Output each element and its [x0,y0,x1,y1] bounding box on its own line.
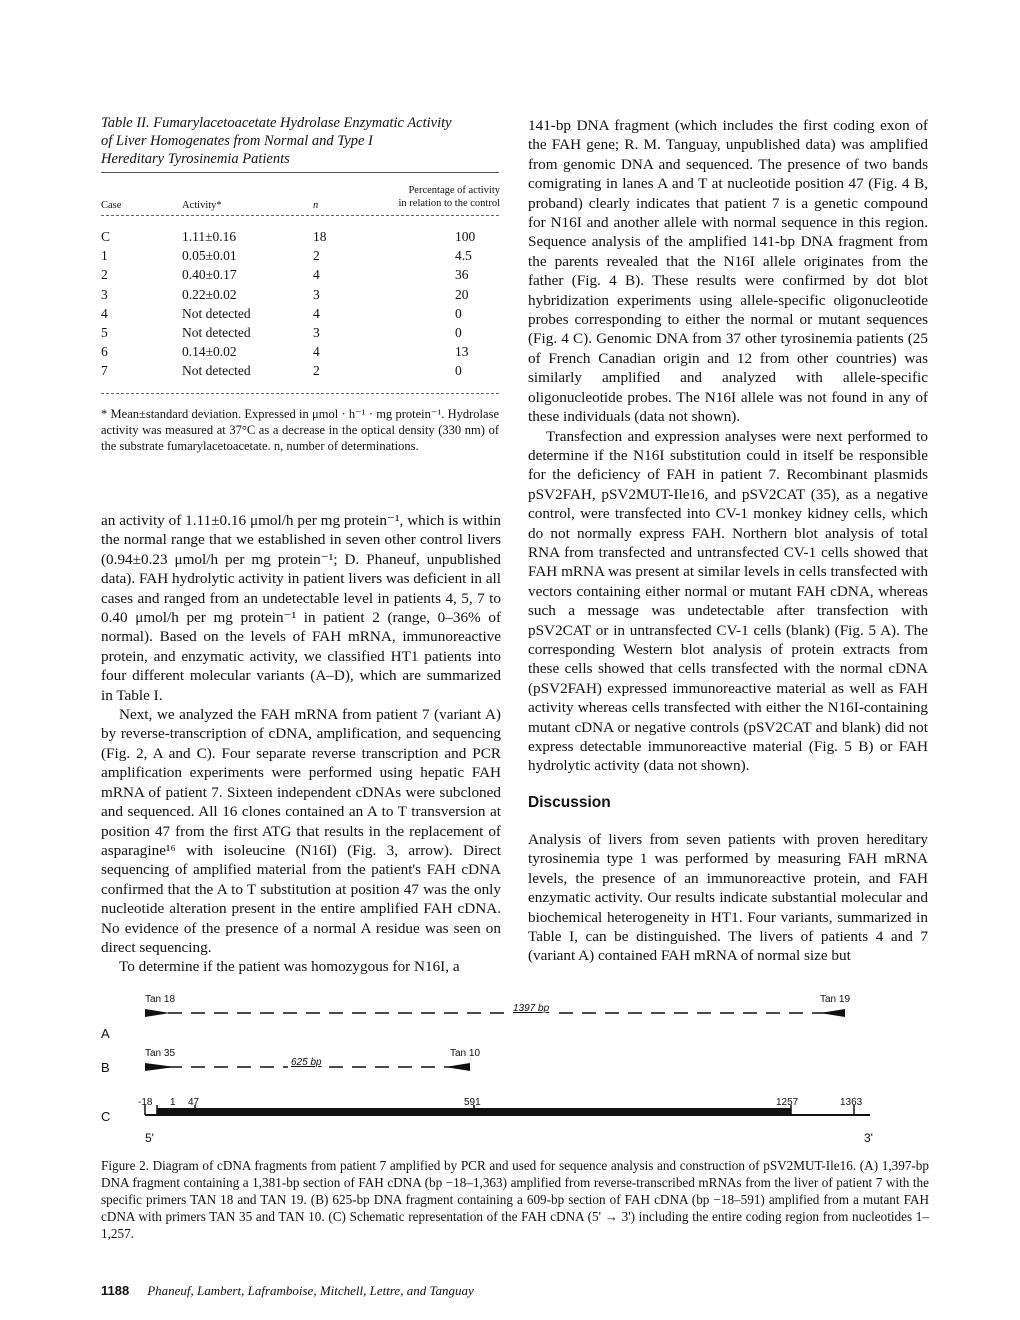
figure-caption: Figure 2. Diagram of cDNA fragments from patient 7 amplified by PCR and used for sequence analysis and construction of pSV2MUT-Ile16. (A) 1,397-bp DNA fragment containing a 1,381-bp section of FAH cDNA (bp −18–1,363) amplified from reverse-transcribed mRNAs from the liver of patient 7 with the specific primers TAN 18 and TAN 19. (B) 625-bp DNA fragment containing a 609-bp section of FAH cDNA (bp −18–591) amplified from a mutant FAH cDNA with primers TAN 35 and TAN 10. (C) Schematic representation of the FAH cDNA (5' → 3') including the entire coding region from nucleotides 1–1,257. [101,1158,929,1241]
table-cell-n: 4 [313,267,320,283]
table-cell-n: 4 [313,344,320,360]
paragraph: an activity of 1.11±0.16 μmol/h per mg protein⁻¹, which is within the normal range that we established in seven other control livers (0.94±0.23 μmol/h per mg protein⁻¹; D. Phaneuf, unpublished data). FAH hydrolytic activity in patient livers was deficient in all cases and ranged from an undetectable level in patients 4, 5, 7 to 0.40 μmol/h per mg protein⁻¹ in patient 2 (range, 0–36% of normal). Based on the levels of FAH mRNA, immunoreactive protein, and enzymatic activity, we classified HT1 patients into four different molecular variants (A–D), which are summarized in Table I. [101,512,501,704]
table-row [101,267,499,286]
header-percent [380,184,500,210]
pos-label: 591 [464,1097,481,1108]
table-cell-case: 2 [101,267,108,283]
table-cell-percent: 20 [455,286,469,302]
table-cell-case: 5 [101,325,108,340]
row-label-a: A [101,1026,110,1041]
table-cell-activity: Not detected [182,305,251,321]
table-cell-percent: 100 [455,229,476,244]
pos-label: 1 [170,1097,176,1108]
primer-tan35-arrow [145,1063,175,1071]
table-row [101,344,499,363]
header-activity: Activity* [182,200,222,211]
table-row [101,306,499,325]
label-5-prime: 5' [145,1131,154,1145]
page-number: 1188 [101,1283,130,1298]
table-bottom-rule [101,393,499,394]
table-cell-case: 6 [101,344,108,360]
label-tan18: Tan 18 [145,994,176,1005]
pos-label: 1257 [776,1097,799,1108]
pos-label: -18 [138,1097,153,1108]
table-footnote: * Mean±standard deviation. Expressed in μmol · h⁻¹ · mg protein⁻¹. Hydrolase activity was measured at 37°C as a decrease in the optical density (330 nm) of the substrate fumarylacetoacetate. n, number of determinations. [101,407,499,453]
label-length-a: 1397 bp [510,1003,552,1014]
row-label-b: B [101,1060,110,1075]
table-cell-percent: 36 [455,267,469,283]
running-authors: Phaneuf, Lambert, Laframboise, Mitchell, Lettre, and Tanguay [147,1283,474,1298]
table-row [101,229,499,248]
table-cell-percent: 13 [455,344,469,360]
table-row [101,287,499,306]
header-percent-line1: Percentage of activity [408,185,500,196]
table-caption-line: Hereditary Tyrosinemia Patients [101,151,290,167]
table-cell-case: 1 [101,248,108,264]
paragraph: Transfection and expression analyses were next performed to determine if the N16I substitution could in itself be responsible for the deficiency of FAH in patient 7. Recombinant plasmids pSV2FAH, pSV2MUT-Ile16, and pSV2CAT (35), as a negative control, were transfected into CV-1 monkey kidney cells, which do not normally express FAH. Northern blot analysis of total RNA from transfected and untransfected CV-1 cells showed that FAH mRNA was present at similar levels in cells transfected with vectors containing either normal or mutant FAH cDNA, whereas such a message was undetectable after transfection with pSV2CAT or in untransfected CV-1 cells (blank) (Fig. 5 A). The corresponding Western blot analysis of protein extracts from these cells showed that cells transfected with the normal cDNA (pSV2FAH) expressed immunoreactive material as well as FAH activity whereas cells transfected with either the N16I-containing mutant cDNA or negative controls (pSV2CAT and blank) did not express detectable immunoreactive material (Fig. 5 B) or FAH hydrolytic activity (data not shown). [528,427,928,775]
table-cell-percent: 0 [455,363,462,379]
table-row [101,325,499,344]
pos-label: 47 [188,1097,200,1108]
primer-tan10-arrow [445,1063,470,1071]
table-cell-percent: 0 [455,325,462,340]
label-tan19: Tan 19 [820,994,851,1005]
table-cell-n: 18 [313,229,327,244]
label-length-b: 625 bp [288,1057,325,1068]
header-percent-line2: in relation to the control [398,198,500,209]
right-column-discussion [528,830,928,966]
table-cell-case: 4 [101,305,108,321]
table-cell-activity: 1.11±0.16 [182,229,237,244]
table-top-rule [101,172,499,173]
table-cell-activity: 0.14±0.02 [182,344,237,360]
right-column [528,116,928,776]
table-header-rule [101,215,499,216]
table-cell-n: 2 [313,363,320,379]
table-cell-n: 3 [313,286,320,302]
left-column [101,511,501,977]
label-tan35: Tan 35 [145,1048,176,1059]
table-cell-n: 4 [313,305,320,321]
primer-tan19-arrow [820,1009,845,1017]
table-cell-case: C [101,229,111,244]
label-3-prime: 3' [864,1131,873,1145]
table-row [101,248,499,267]
cdna-diagram [0,990,1020,1150]
row-label-c: C [101,1109,111,1124]
table-row [101,363,499,382]
table-cell-case: 3 [101,286,108,302]
paragraph: Analysis of livers from seven patients with proven hereditary tyrosinemia type 1 was performed by measuring FAH mRNA levels, the presence of an immunoreactive protein, and FAH enzymatic activity. Our results indicate substantial molecular and biochemical heterogeneity in HT1. Four variants, summarized in Table I, can be distinguished. The livers of patients 4 and 7 (variant A) contained FAH mRNA of normal size but [528,831,928,965]
header-n: n [313,200,319,211]
pos-label: 1363 [840,1097,863,1108]
paragraph: 141-bp DNA fragment (which includes the first coding exon of the FAH gene; R. M. Tanguay, unpublished data) was amplified from genomic DNA and sequenced. The presence of two bands comigrating in lanes A and T at nucleotide position 47 (Fig. 4 B, proband) clearly indicates that patient 7 is a genetic compound for N16I and another allele with normal sequence in this region. Sequence analysis of the amplified 141-bp DNA fragment from the parents revealed that the N16I allele originates from the father (Fig. 4 B). These results were confirmed by dot blot hybridization experiments using allele-specific oligonucleotide probes corresponding to either the normal or mutant sequences (Fig. 4 C). Genomic DNA from 37 other tyrosinemia patients (25 of French Canadian origin and 12 from other countries) was similarly amplified and analyzed with allele-specific oligonucleotide probes. The N16I allele was not found in any of these individuals (data not shown). [528,117,928,426]
section-heading: Discussion [528,794,611,811]
table-caption-line: of Liver Homogenates from Normal and Type I [101,133,373,149]
table-caption-line: Table II. Fumarylacetoacetate Hydrolase Enzymatic Activity [101,115,452,131]
table-cell-n: 3 [313,325,320,340]
table-cell-case: 7 [101,363,108,379]
table-caption [101,114,501,168]
table-cell-activity: Not detected [182,363,251,379]
table-cell-percent: 4.5 [455,248,472,264]
header-case: Case [101,200,122,211]
table-cell-percent: 0 [455,305,462,321]
paragraph: To determine if the patient was homozygous for N16I, a [119,958,460,976]
table-cell-activity: Not detected [182,325,251,340]
paragraph: Next, we analyzed the FAH mRNA from patient 7 (variant A) by reverse-transcription of cDNA, amplification, and sequencing (Fig. 2, A and C). Four separate reverse transcription and PCR amplification experiments were performed using hepatic FAH mRNA of patient 7. Sixteen independent cDNAs were subcloned and sequenced. All 16 clones contained an A to T transversion at position 47 from the first ATG that results in the replacement of asparagine¹⁶ with isoleucine (N16I) (Fig. 3, arrow). Direct sequencing of amplified material from the patient's FAH cDNA confirmed that the A to T substitution at position 47 was the only nucleotide alteration present in the entire amplified FAH cDNA. No evidence of the presence of a normal A residue was seen on direct sequencing. [101,706,501,956]
table-cell-activity: 0.22±0.02 [182,286,237,302]
table-cell-activity: 0.40±0.17 [182,267,237,283]
page-footer [101,1283,474,1299]
label-tan10: Tan 10 [450,1048,481,1059]
table-cell-activity: 0.05±0.01 [182,248,237,264]
table-cell-n: 2 [313,248,320,264]
primer-tan18-arrow [145,1009,170,1017]
